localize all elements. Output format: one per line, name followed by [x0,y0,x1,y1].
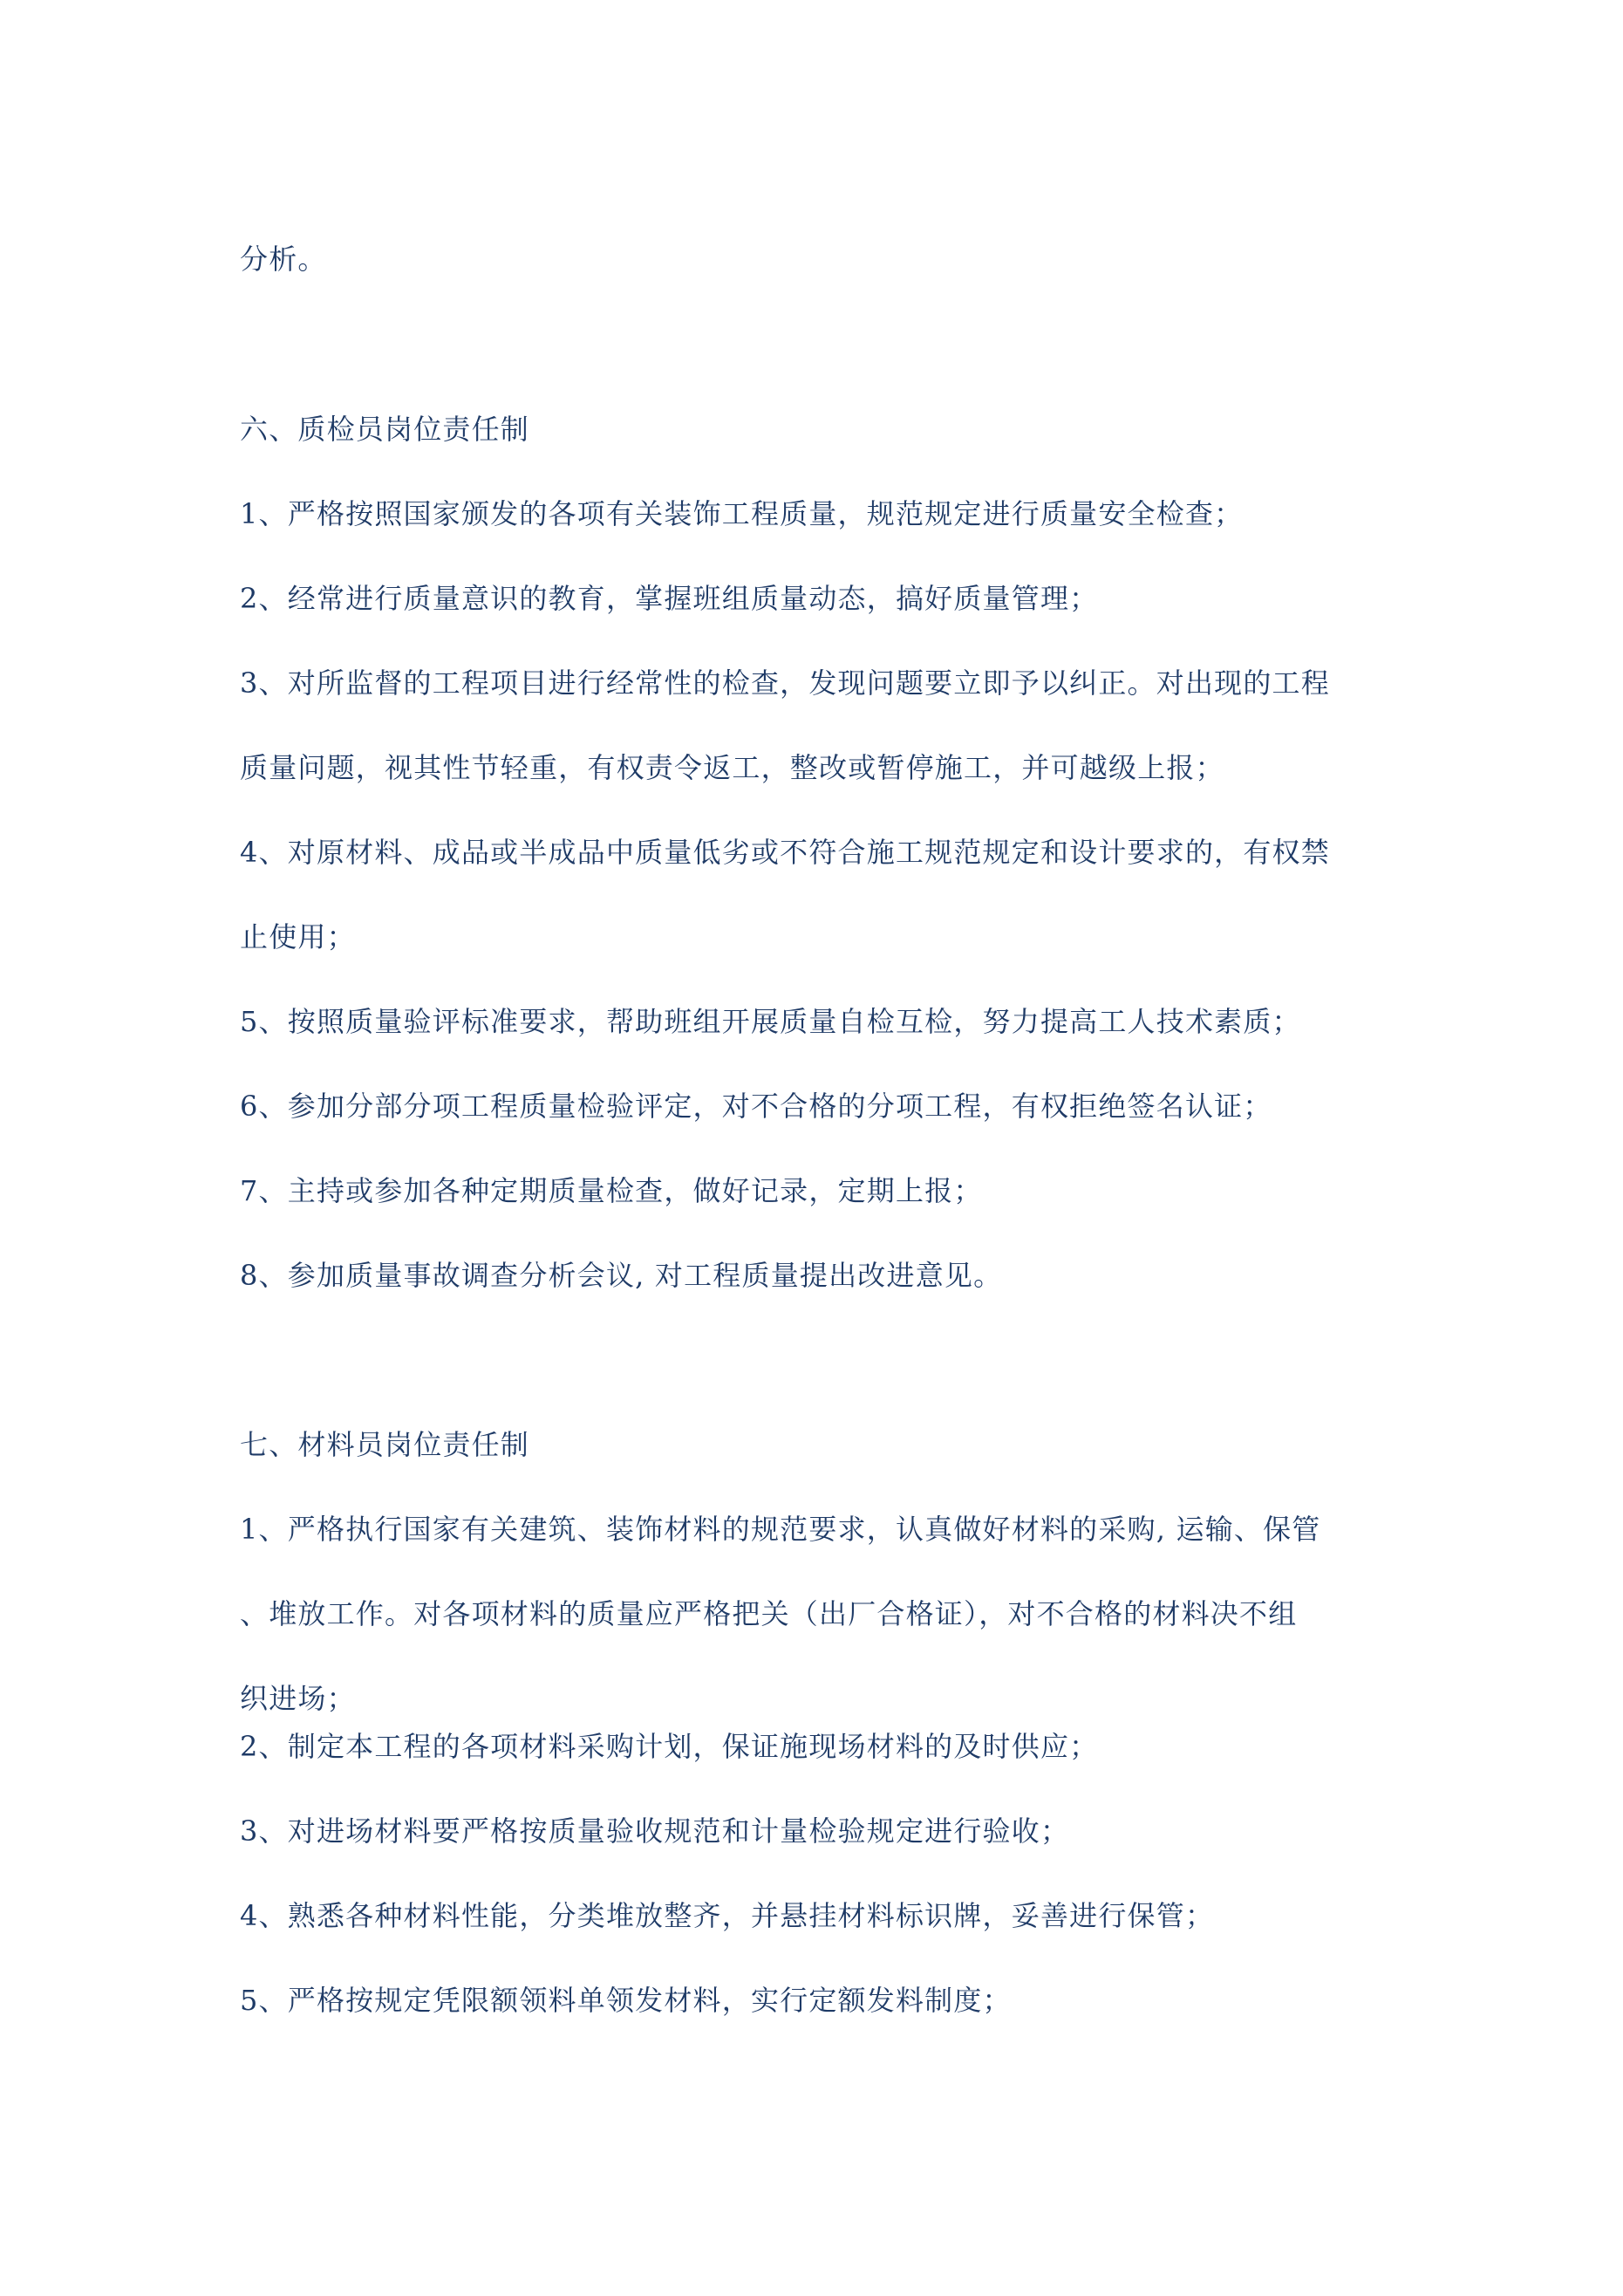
section7-item-3: 3、对进场材料要严格按质量验收规范和计量检验规定进行验收； [240,1814,1070,1848]
section6-item-3-cont: 质量问题，视其性节轻重，有权责令返工，整改或暂停施工，并可越级上报； [240,751,1224,784]
section6-item-4: 4、对原材料、成品或半成品中质量低劣或不符合施工规范规定和设计要求的，有权禁 [240,836,1330,869]
section6-item-6: 6、参加分部分项工程质量检验评定，对不合格的分项工程，有权拒绝签名认证； [240,1090,1272,1123]
section6-item-7: 7、主持或参加各种定期质量检查，做好记录，定期上报； [240,1174,983,1207]
section7-item-2: 2、制定本工程的各项材料采购计划，保证施现场材料的及时供应； [240,1730,1099,1763]
section6-item-3: 3、对所监督的工程项目进行经常性的检查，发现问题要立即予以纠正。对出现的工程 [240,666,1330,700]
section7-item-4: 4、熟悉各种材料性能，分类堆放整齐，并悬挂材料标识牌，妥善进行保管； [240,1899,1215,1932]
prev-section-tail: 分析。 [240,243,327,276]
section7-heading: 七、材料员岗位责任制 [240,1428,530,1461]
section6-item-1: 1、严格按照国家颁发的各项有关装饰工程质量，规范规定进行质量安全检查； [240,497,1244,530]
section6-item-4-cont: 止使用； [240,920,356,953]
section7-item-1: 1、严格执行国家有关建筑、装饰材料的规范要求，认真做好材料的采购, 运输、保管 [240,1513,1321,1546]
section6-item-5: 5、按照质量验评标准要求，帮助班组开展质量自检互检，努力提高工人技术素质； [240,1005,1301,1038]
section7-item-1-cont2: 织进场； [240,1682,356,1715]
section7-item-1-cont: 、堆放工作。对各项材料的质量应严格把关（出厂合格证），对不合格的材料决不组 [240,1597,1298,1630]
section6-heading: 六、质检员岗位责任制 [240,413,530,446]
section6-item-2: 2、经常进行质量意识的教育，掌握班组质量动态，搞好质量管理； [240,582,1099,615]
section6-item-8: 8、参加质量事故调查分析会议, 对工程质量提出改进意见。 [240,1259,1003,1292]
section7-item-5: 5、严格按规定凭限额领料单领发材料，实行定额发料制度； [240,1984,1012,2017]
